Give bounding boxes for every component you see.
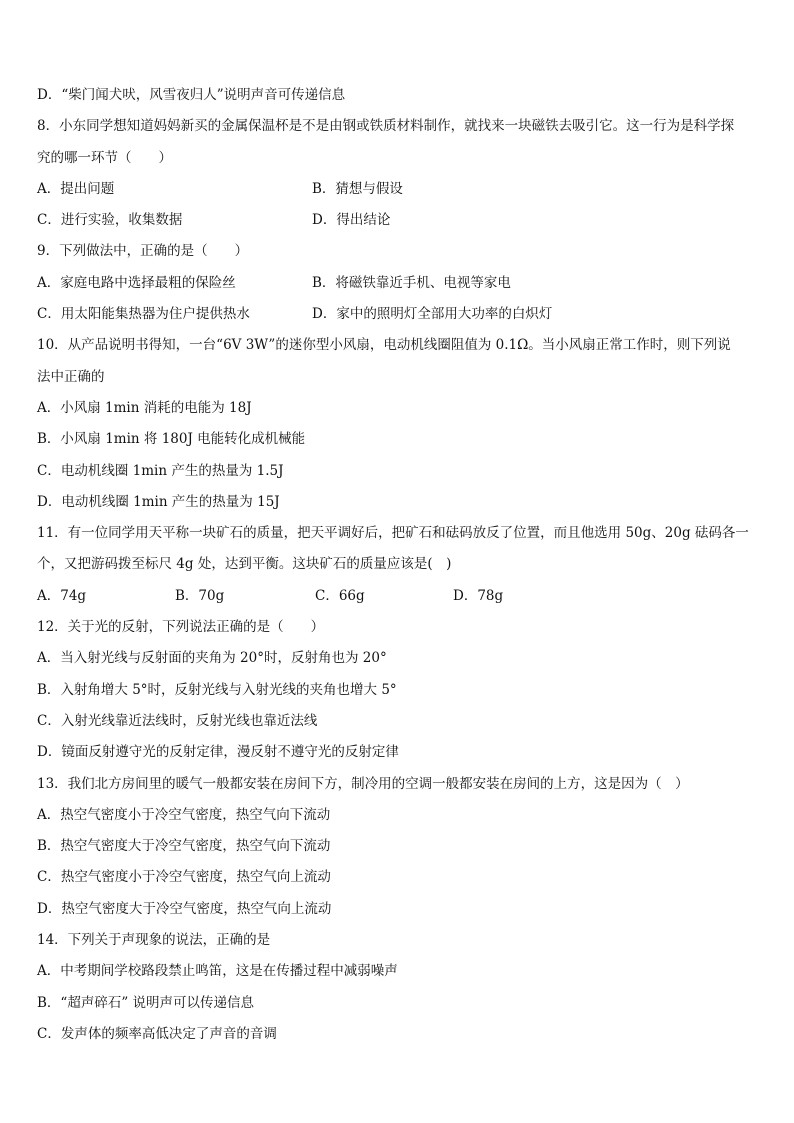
q11-option-d: D．78g [453,587,504,604]
q13-option-b [37,831,759,862]
q9-options-cd [37,299,759,330]
text: C．入射光线靠近法线时，反射光线也靠近法线 [37,712,318,729]
q10-option-c [37,456,759,487]
text: D．热空气密度大于冷空气密度，热空气向上流动 [37,900,332,917]
text: A．小风扇 1min 消耗的电能为 18J [37,399,252,416]
text: 究的哪一环节（ ） [37,149,172,166]
q8-option-c: C．进行实验，收集数据 [37,212,183,229]
q12-option-b [37,675,759,706]
q10-option-b [37,424,759,455]
text: B．“超声碎石” 说明声可以传递信息 [37,994,255,1011]
q14-stem [37,925,759,956]
text: 9．下列做法中，正确的是（ ） [37,243,249,260]
text: B．入射角增大 5°时，反射光线与入射光线的夹角也增大 5° [37,681,397,698]
text: D．“柴门闻犬吠，风雪夜归人”说明声音可传递信息 [37,87,346,103]
q11-stem [37,518,759,549]
text: D．电动机线圈 1min 产生的热量为 15J [37,493,280,510]
q14-option-c [37,1019,759,1050]
q11-option-b: B．70g [175,587,225,604]
text: 12．关于光的反射，下列说法正确的是（ ） [37,619,325,636]
q10-stem [37,330,759,361]
q11-stem-cont [37,549,759,580]
q14-option-a [37,956,759,987]
q12-stem [37,612,759,643]
text: 个，又把游码拨至标尺 4g 处，达到平衡。这块矿石的质量应该是( ) [37,556,452,573]
q14-option-b [37,988,759,1019]
text: B．小风扇 1min 将 180J 电能转化成机械能 [37,431,306,448]
q13-option-d [37,894,759,925]
q8-option-d: D．得出结论 [312,212,391,229]
q11-option-a: A．74g [37,587,87,604]
q13-stem [37,769,759,800]
text: C．电动机线圈 1min 产生的热量为 1.5J [37,462,284,479]
q8-stem-cont [37,143,759,174]
text: A．热空气密度小于冷空气密度，热空气向下流动 [37,806,331,823]
text: A．中考期间学校路段禁止鸣笛，这是在传播过程中减弱噪声 [37,963,398,980]
q10-option-a [37,393,759,424]
text: 法中正确的 [37,368,105,385]
q12-option-a [37,643,759,674]
q9-option-c: C．用太阳能集热器为住户提供热水 [37,306,250,323]
q11-option-c: C．66g [315,587,365,604]
q9-options-ab [37,268,759,299]
text: A．当入射光线与反射面的夹角为 20°时，反射角也为 20° [37,650,387,667]
q12-option-d [37,737,759,768]
q10-stem-cont [37,362,759,393]
q9-option-b: B．将磁铁靠近手机、电视等家电 [312,274,511,291]
q10-option-d [37,487,759,518]
exam-page [37,80,759,1050]
text: 13．我们北方房间里的暖气一般都安装在房间下方，制冷用的空调一般都安装在房间的上方，这是因为（ ） [37,775,689,792]
q8-option-a: A．提出问题 [37,180,115,197]
text: 14．下列关于声现象的说法，正确的是 [37,932,271,949]
text: 11．有一位同学用天平称一块矿石的质量，把天平调好后，把矿石和砝码放反了位置，而且他选用 50g、20g 砝码各一 [37,525,749,542]
text: C．发声体的频率高低决定了声音的音调 [37,1025,277,1042]
q12-option-c [37,706,759,737]
q9-option-a: A．家庭电路中选择最粗的保险丝 [37,274,236,291]
q11-options [37,581,759,612]
text: C．热空气密度小于冷空气密度，热空气向上流动 [37,869,331,886]
text: 8．小东同学想知道妈妈新买的金属保温杯是不是由钢或铁质材料制作，就找来一块磁铁去吸引它。这一行为是科学探 [37,118,735,135]
q9-stem [37,236,759,267]
q8-option-b: B．猜想与假设 [312,180,403,197]
q8-stem [37,111,759,142]
text: D．镜面反射遵守光的反射定律，漫反射不遵守光的反射定律 [37,744,399,761]
q7-option-d [37,80,759,111]
q8-options-cd [37,205,759,236]
q9-option-d: D．家中的照明灯全部用大功率的白炽灯 [312,306,553,323]
text: B．热空气密度大于冷空气密度，热空气向下流动 [37,838,331,855]
q8-options-ab [37,174,759,205]
text: 10．从产品说明书得知，一台“6V 3W”的迷你型小风扇，电动机线圈阻值为 0.1Ω。当小风扇正常工作时，则下列说 [37,337,731,354]
q13-option-a [37,800,759,831]
q13-option-c [37,862,759,893]
